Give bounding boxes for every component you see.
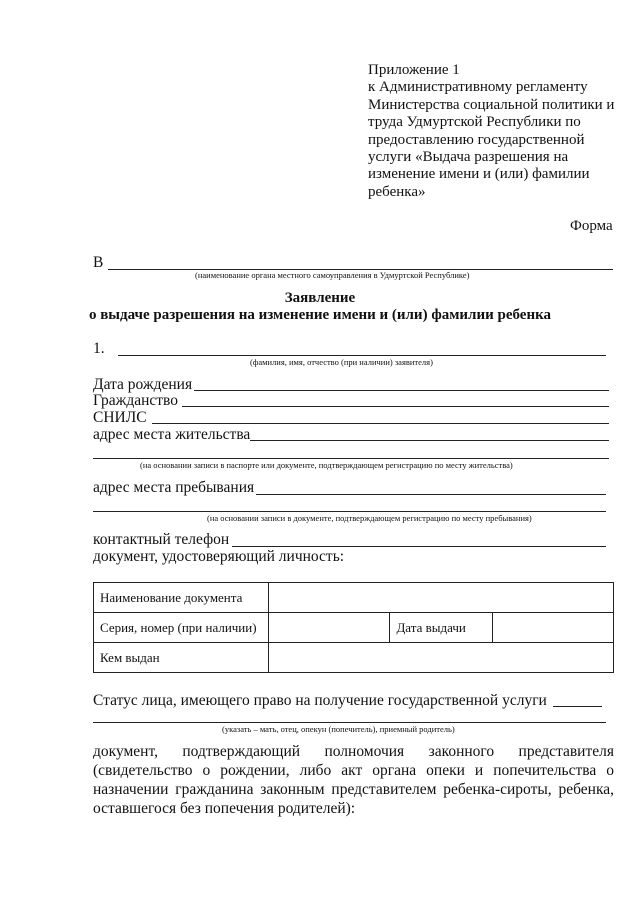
applicant-name-field[interactable] xyxy=(118,355,606,356)
document-subtitle: о выдаче разрешения на изменение имени и (или) фамилии ребенка xyxy=(88,307,552,323)
issued-by-cell[interactable] xyxy=(268,643,613,673)
doc-name-label: Наименование документа xyxy=(94,583,269,613)
residence-field[interactable] xyxy=(250,440,609,441)
appendix-line: Министерства социальной политики и xyxy=(368,96,615,113)
phone-label: контактный телефон xyxy=(93,531,230,548)
table-row xyxy=(94,643,614,673)
applicant-hint: (фамилия, имя, отчество (при наличии) заявителя) xyxy=(250,357,433,367)
form-label: Форма xyxy=(570,218,613,234)
residence-field-continued[interactable] xyxy=(93,458,609,459)
citizenship-label: Гражданство xyxy=(93,392,179,409)
addressee-prefix: В xyxy=(93,254,104,271)
birth-date-label: Дата рождения xyxy=(93,376,193,393)
stay-field-continued[interactable] xyxy=(93,511,606,512)
representative-doc-paragraph xyxy=(93,742,614,818)
status-field-continued[interactable] xyxy=(93,722,606,723)
residence-hint: (на основании записи в паспорте или документе, подтверждающем регистрацию по месту жительства) xyxy=(140,460,513,470)
appendix-line: труда Удмуртской Республики по xyxy=(368,114,581,131)
table-row xyxy=(94,583,614,613)
series-number-label: Серия, номер (при наличии) xyxy=(94,613,269,643)
residence-label: адрес места жительства xyxy=(93,426,251,443)
appendix-line: Приложение 1 xyxy=(368,62,460,78)
series-number-cell[interactable] xyxy=(268,613,390,643)
stay-field[interactable] xyxy=(256,494,606,495)
doc-name-cell[interactable] xyxy=(268,583,613,613)
birth-date-field[interactable] xyxy=(194,390,609,391)
appendix-line: ребенка» xyxy=(368,183,426,200)
phone-field[interactable] xyxy=(232,546,606,547)
document-title: Заявление xyxy=(284,290,356,306)
table-row xyxy=(94,613,614,643)
stay-hint: (на основании записи в документе, подтверждающем регистрацию по месту пребывания) xyxy=(207,513,532,523)
issued-by-label: Кем выдан xyxy=(94,643,269,673)
status-field[interactable] xyxy=(553,706,602,707)
citizenship-field[interactable] xyxy=(182,406,609,407)
status-label: Статус лица, имеющего право на получение государственной услуги xyxy=(93,692,547,709)
snils-label: СНИЛС xyxy=(93,409,147,426)
appendix-line: изменение имени и (или) фамилии xyxy=(368,166,590,183)
appendix-line: услуги «Выдача разрешения на xyxy=(368,149,569,166)
appendix-header xyxy=(368,62,633,201)
representative-doc-text: документ, подтверждающий полномочия законного представителя (свидетельство о рождении, либо акт органа опеки и попечительства о назначении гражданина законным представителем ребенка-сироты, ребенка, оставшегося без попечения родителей): xyxy=(93,743,614,817)
addressee-hint: (наименование органа местного самоуправления в Удмуртской Республике) xyxy=(195,270,470,280)
appendix-line: предоставлению государственной xyxy=(368,131,585,148)
stay-label: адрес места пребывания xyxy=(93,479,255,496)
applicant-number: 1. xyxy=(93,340,105,357)
issue-date-cell[interactable] xyxy=(493,613,614,643)
id-document-table xyxy=(93,582,614,673)
snils-field[interactable] xyxy=(152,423,609,424)
issue-date-label: Дата выдачи xyxy=(390,613,493,643)
appendix-line: к Административному регламенту xyxy=(368,79,588,96)
id-document-label: документ, удостоверяющий личность: xyxy=(93,548,345,565)
status-hint: (указать – мать, отец, опекун (попечитель), приемный родитель) xyxy=(222,724,455,734)
